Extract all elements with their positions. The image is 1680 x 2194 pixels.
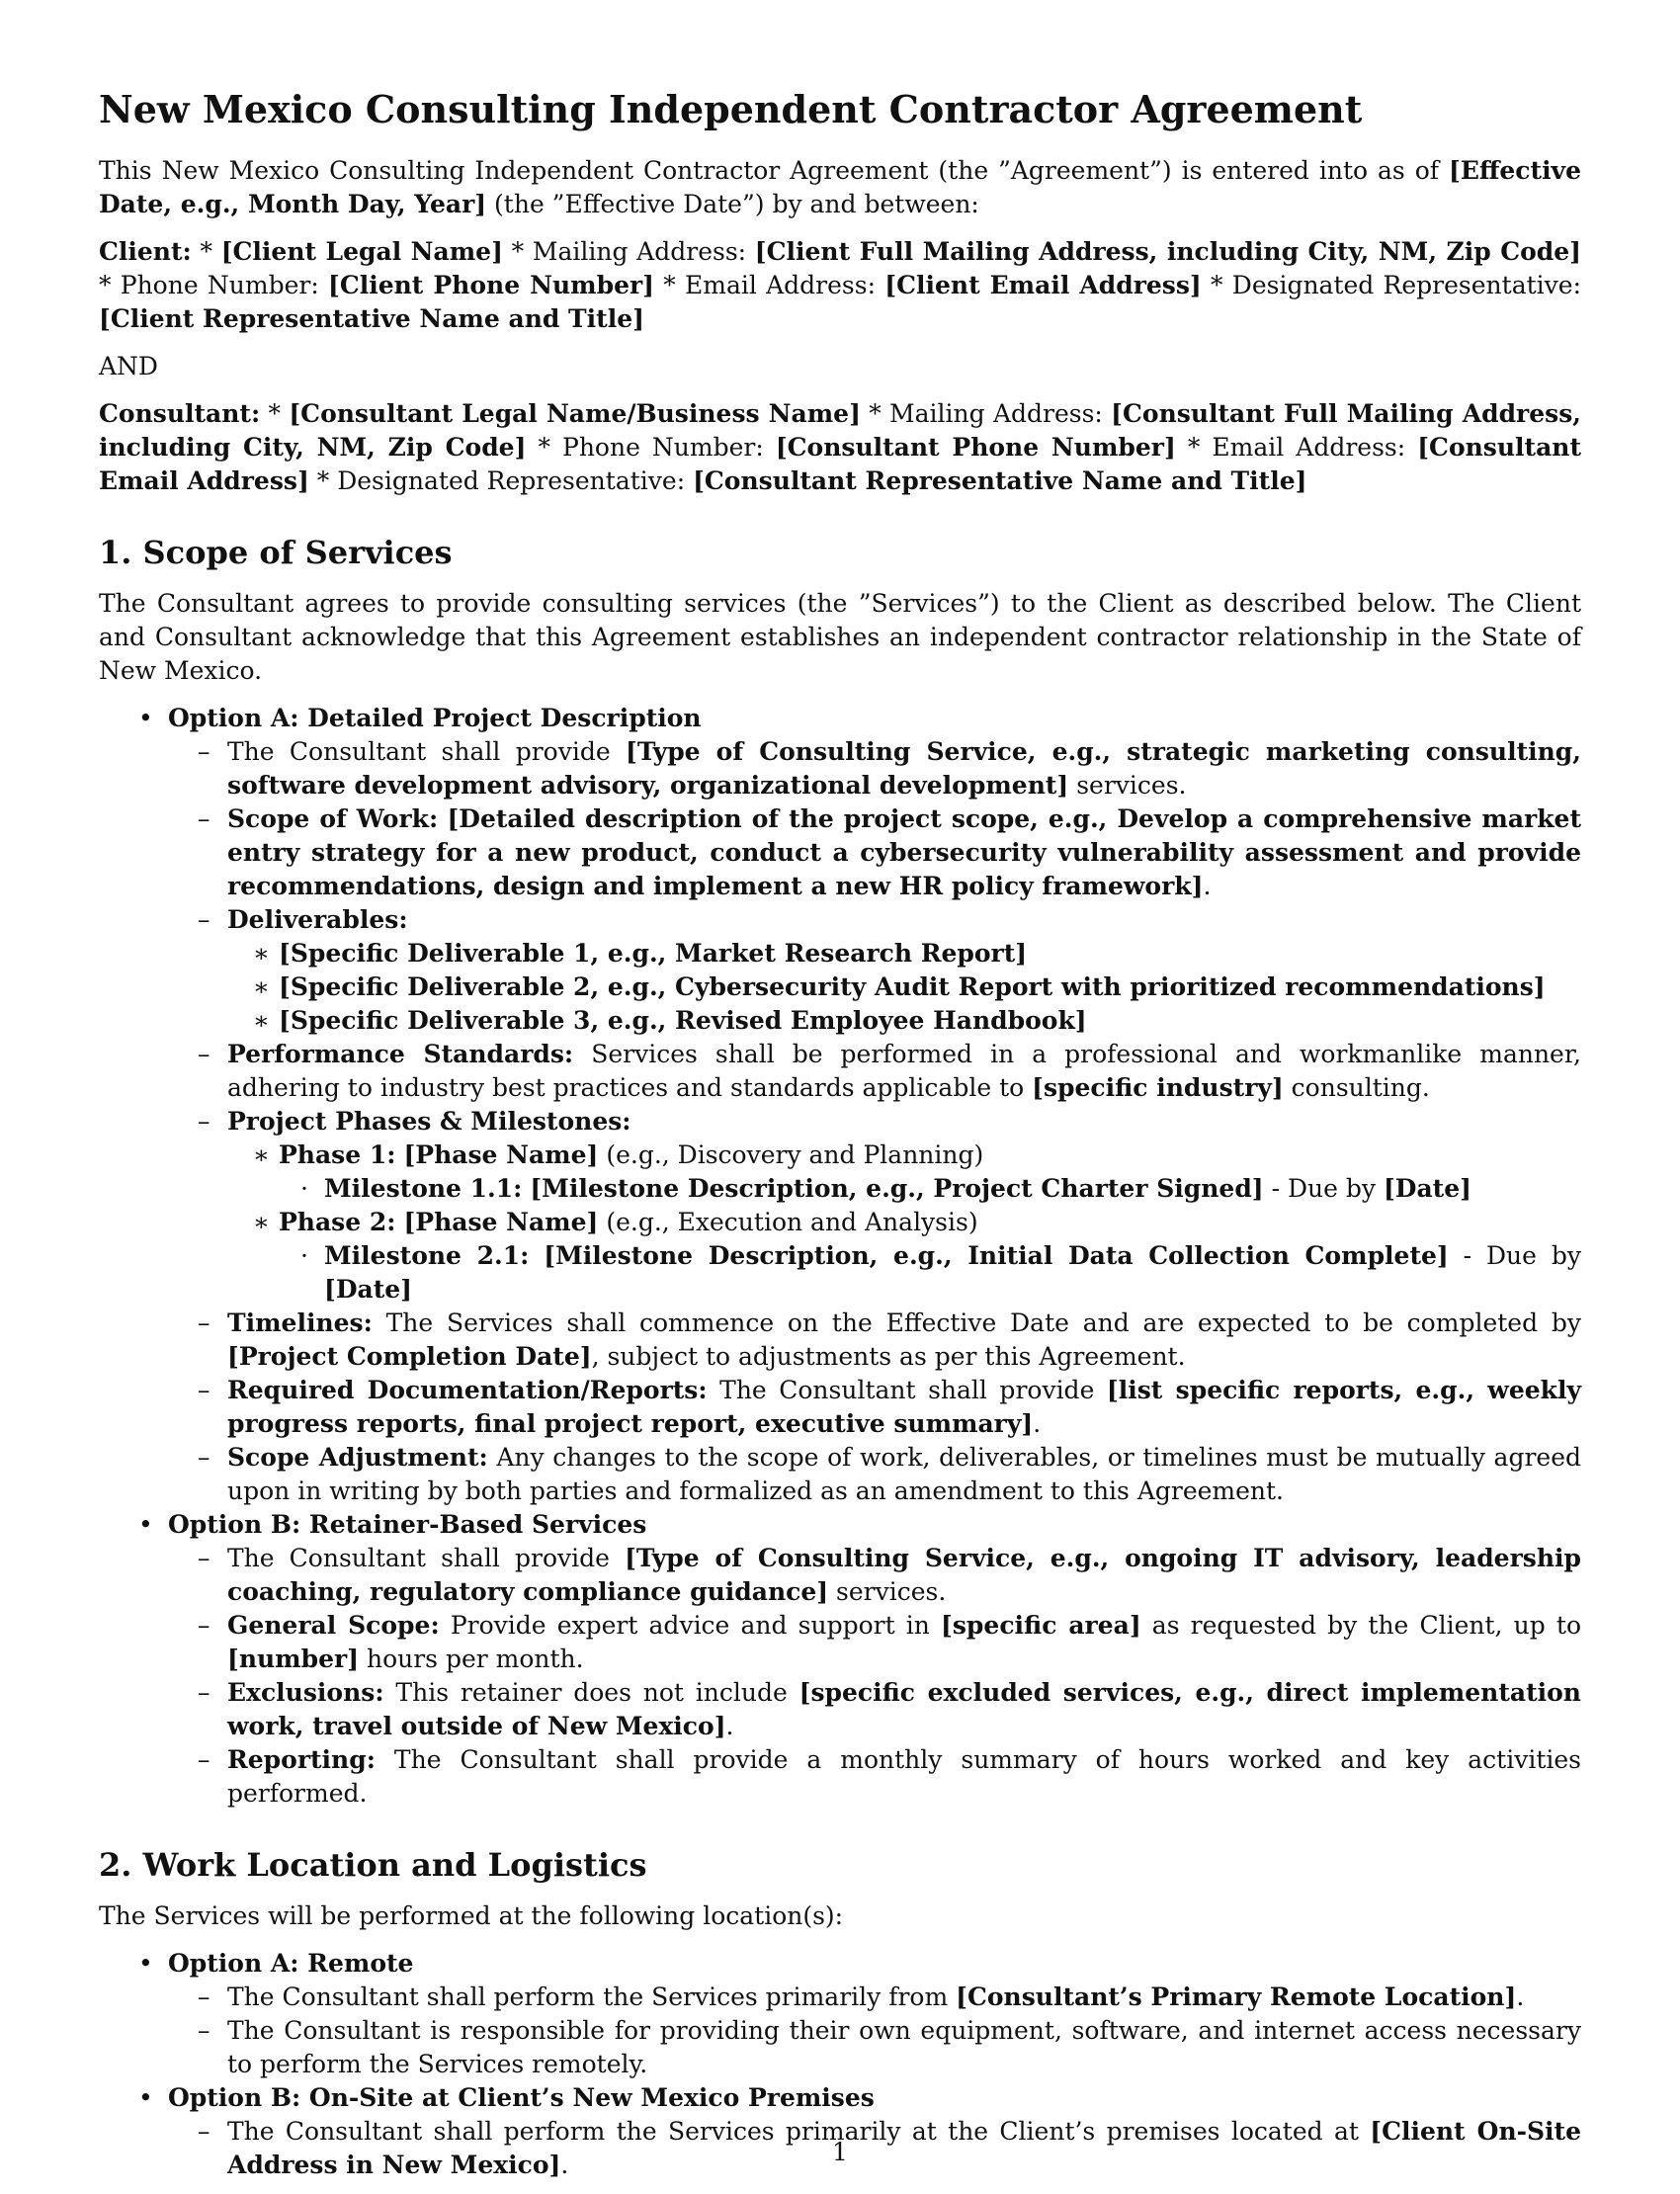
item-label: Reporting: (227, 1745, 376, 1774)
option-a-sublist (168, 1981, 1581, 2081)
option-a-sublist (168, 735, 1581, 1508)
list-item (168, 1609, 1581, 1676)
list-item (168, 2014, 1581, 2081)
deliverable-item (227, 937, 1581, 970)
scope-options-list (99, 702, 1581, 1811)
list-item (168, 1981, 1581, 2014)
field-label: * Mailing Address: (502, 237, 755, 266)
phase-label: Phase 1: (279, 1140, 396, 1169)
star-marker: ∗ (253, 1140, 270, 1169)
dash-marker: – (198, 1308, 210, 1337)
client-label: Client: (99, 237, 192, 266)
milestone-label: Milestone 1.1: (324, 1174, 523, 1203)
placeholder-text: [Milestone Description, e.g., Initial Data Collection Complete] (544, 1241, 1449, 1270)
deliverable-item (227, 970, 1581, 1004)
dash-marker: – (198, 905, 210, 934)
deliverable-item (227, 1004, 1581, 1038)
client-phone-placeholder: [Client Phone Number] (328, 271, 654, 299)
list-item (168, 1307, 1581, 1374)
milestones-list (279, 1239, 1581, 1307)
list-item (168, 1441, 1581, 1508)
placeholder-text: [specific excluded services, e.g., direct implementation work, travel outside of New Mexico] (227, 1678, 1581, 1740)
list-item (168, 735, 1581, 802)
field-label: * Designated Representative: (1201, 271, 1581, 299)
effective-date-placeholder: [Effective Date, e.g., Month Day, Year] (99, 156, 1581, 218)
dash-marker: – (198, 1107, 210, 1136)
bullet-marker: • (138, 1949, 153, 1978)
option-b-item (99, 1508, 1581, 1811)
item-text: The Consultant shall perform the Services primarily from (227, 1983, 957, 2011)
option-b-sublist (168, 1542, 1581, 1811)
dash-marker: – (198, 1745, 210, 1774)
option-b-item (99, 2081, 1581, 2182)
placeholder-text: [Consultant’s Primary Remote Location] (956, 1983, 1517, 2011)
dash-marker: – (198, 1443, 210, 1472)
placeholder-text: [Date] (1383, 1174, 1471, 1203)
section-intro-scope: The Consultant agrees to provide consulting services (the ”Services”) to the Client as described below. The Client and Consultant acknowledge that this Agreement establishes an independent contractor relationship in the State of New Mexico. (99, 589, 1581, 685)
dot-marker: · (300, 1174, 308, 1203)
item-text: as requested by the Client, up to (1140, 1611, 1581, 1640)
consultant-label: Consultant: (99, 399, 261, 428)
deliverables-list (227, 937, 1581, 1038)
milestone-label: Milestone 2.1: (324, 1241, 530, 1270)
placeholder-text: [Specific Deliverable 1, e.g., Market Research Report] (279, 939, 1028, 968)
placeholder-text: [Milestone Description, e.g., Project Charter Signed] (530, 1174, 1264, 1203)
item-text: , subject to adjustments as per this Agreement. (591, 1342, 1186, 1371)
item-text: - Due by (1263, 1174, 1384, 1203)
item-text: The Consultant is responsible for providing their own equipment, software, and internet access necessary to perform the Services remotely. (227, 2016, 1581, 2078)
dash-marker: – (198, 1611, 210, 1640)
placeholder-text: [Phase Name] (403, 1208, 599, 1236)
item-text: (e.g., Discovery and Planning) (598, 1140, 984, 1169)
item-text: . (1203, 872, 1212, 900)
placeholder-text: [number] (227, 1645, 360, 1673)
phases-list (227, 1139, 1581, 1307)
item-text: . (560, 2151, 569, 2179)
option-a-label: Option A: Remote (168, 1949, 414, 1978)
placeholder-text: [Type of Consulting Service, e.g., strategic marketing consulting, software development advisory, organizational development] (227, 737, 1581, 800)
option-a-item (99, 702, 1581, 1508)
consultant-name-placeholder: [Consultant Legal Name/Business Name] (289, 399, 861, 428)
item-text: The Consultant shall provide (707, 1376, 1107, 1404)
option-a-item (99, 1947, 1581, 2081)
placeholder-text: [Type of Consulting Service, e.g., ongoing IT advisory, leadership coaching, regulatory compliance guidance] (227, 1544, 1581, 1606)
client-name-placeholder: [Client Legal Name] (220, 237, 503, 266)
item-text: Services shall be performed in a professional and workmanlike manner, adhering to industry best practices and standards applicable to (227, 1040, 1581, 1102)
bullet-marker: • (138, 2083, 153, 2112)
placeholder-text: [Specific Deliverable 3, e.g., Revised Employee Handbook] (279, 1006, 1087, 1035)
separator: * (191, 237, 221, 266)
item-text: The Services shall commence on the Effective Date and are expected to be completed by (372, 1308, 1581, 1337)
list-item (168, 1105, 1581, 1307)
field-label: * Phone Number: (99, 271, 328, 299)
placeholder-text: [Phase Name] (403, 1140, 599, 1169)
list-item (168, 1743, 1581, 1811)
placeholder-text: [specific industry] (1032, 1073, 1284, 1102)
document-body (99, 85, 1581, 2194)
item-text: The Consultant shall provide (227, 1544, 626, 1572)
item-label: Scope of Work: (227, 804, 439, 833)
consultant-block (99, 397, 1581, 498)
field-label: * Mailing Address: (860, 399, 1112, 428)
item-text: Any changes to the scope of work, deliverables, or timelines must be mutually agreed upon in writing by both parties and formalized as an amendment to this Agreement. (227, 1443, 1581, 1505)
item-label: Deliverables: (227, 905, 408, 934)
list-item (168, 1676, 1581, 1743)
dash-marker: – (198, 2016, 210, 2045)
section-heading-scope: 1. Scope of Services (99, 534, 453, 571)
item-text: Provide expert advice and support in (439, 1611, 942, 1640)
placeholder-text: [Detailed description of the project scope, e.g., Develop a comprehensive market entry strategy for a new product, conduct a cybersecurity vulnerability assessment and provide recommendations, design and implement a new HR policy framework] (227, 804, 1582, 900)
item-text: - Due by (1448, 1241, 1581, 1270)
item-text: consulting. (1283, 1073, 1430, 1102)
item-text: This retainer does not include (383, 1678, 799, 1707)
field-label: * Designated Representative: (308, 466, 694, 495)
and-separator: AND (99, 352, 158, 380)
intro-text: (the ”Effective Date”) by and between: (486, 190, 979, 218)
milestone-item (279, 1239, 1581, 1307)
item-text: . (1033, 1409, 1042, 1438)
item-label: Performance Standards: (227, 1040, 574, 1068)
star-marker: ∗ (253, 1006, 270, 1035)
item-label: Scope Adjustment: (227, 1443, 488, 1472)
item-label: Project Phases & Milestones: (227, 1107, 631, 1136)
placeholder-text: [Project Completion Date] (227, 1342, 592, 1371)
dash-marker: – (198, 804, 210, 833)
item-text: The Consultant shall provide (227, 737, 626, 766)
milestone-item (279, 1172, 1581, 1206)
milestones-list (279, 1172, 1581, 1206)
field-label: * Email Address: (1175, 433, 1418, 462)
placeholder-text: [specific area] (941, 1611, 1141, 1640)
dash-marker: – (198, 1040, 210, 1068)
option-a-label: Option A: Detailed Project Description (168, 704, 702, 732)
consultant-email-placeholder: [Consultant Email Address] (99, 433, 1582, 495)
list-item (168, 1374, 1581, 1441)
item-label: Exclusions: (227, 1678, 384, 1707)
placeholder-text: [Date] (324, 1275, 412, 1304)
document-title: New Mexico Consulting Independent Contractor Agreement (99, 87, 1363, 131)
item-text: . (725, 1712, 734, 1740)
item-text: (e.g., Execution and Analysis) (598, 1208, 978, 1236)
client-email-placeholder: [Client Email Address] (884, 271, 1202, 299)
page-number: 1 (832, 2138, 848, 2166)
dash-marker: – (198, 1678, 210, 1707)
consultant-phone-placeholder: [Consultant Phone Number] (775, 433, 1176, 462)
dash-marker: – (198, 2117, 210, 2146)
item-text: The Consultant shall provide a monthly summary of hours worked and key activities performed. (227, 1745, 1581, 1808)
dash-marker: – (198, 737, 210, 766)
field-label: * Email Address: (653, 271, 885, 299)
phase-label: Phase 2: (279, 1208, 396, 1236)
option-b-label: Option B: Retainer-Based Services (168, 1510, 647, 1539)
star-marker: ∗ (253, 939, 270, 968)
field-label: * Phone Number: (526, 433, 776, 462)
dot-marker: · (300, 1241, 308, 1270)
dash-marker: – (198, 1376, 210, 1404)
item-label: General Scope: (227, 1611, 440, 1640)
consultant-address-placeholder: [Consultant Full Mailing Address, including City, NM, Zip Code] (99, 399, 1581, 462)
bullet-marker: • (138, 1510, 153, 1539)
item-label: Required Documentation/Reports: (227, 1376, 708, 1404)
option-b-label: Option B: On-Site at Client’s New Mexico Premises (168, 2083, 875, 2112)
dash-marker: – (198, 1544, 210, 1572)
intro-text: This New Mexico Consulting Independent Contractor Agreement (the ”Agreement”) is entered into as of (99, 156, 1449, 185)
separator: * (260, 399, 290, 428)
item-text: services. (1068, 771, 1187, 800)
dash-marker: – (198, 1983, 210, 2011)
item-text: . (1516, 1983, 1525, 2011)
placeholder-text: [Client On-Site Address in New Mexico] (227, 2117, 1582, 2179)
item-label: Timelines: (227, 1308, 373, 1337)
section-heading-location: 2. Work Location and Logistics (99, 1846, 647, 1884)
list-item (168, 1542, 1581, 1609)
client-rep-placeholder: [Client Representative Name and Title] (99, 304, 644, 333)
phase-item (227, 1139, 1581, 1206)
client-address-placeholder: [Client Full Mailing Address, including City, NM, Zip Code] (754, 237, 1581, 266)
client-block (99, 235, 1581, 336)
list-item (168, 903, 1581, 1038)
item-text: hours per month. (359, 1645, 584, 1673)
consultant-rep-placeholder: [Consultant Representative Name and Title] (693, 466, 1307, 495)
star-marker: ∗ (253, 972, 270, 1001)
phase-item (227, 1206, 1581, 1307)
list-item (168, 1038, 1581, 1105)
item-text: services. (828, 1577, 947, 1606)
bullet-marker: • (138, 704, 153, 732)
list-item (168, 802, 1581, 903)
placeholder-text: [Specific Deliverable 2, e.g., Cybersecurity Audit Report with prioritized recommendations] (279, 972, 1546, 1001)
star-marker: ∗ (253, 1208, 270, 1236)
item-text: The Consultant shall perform the Services primarily at the Client’s premises located at (227, 2117, 1371, 2146)
section-intro-location: The Services will be performed at the following location(s): (99, 1901, 844, 1930)
placeholder-text: [list specific reports, e.g., weekly progress reports, final project report, executive summary] (227, 1376, 1581, 1438)
intro-paragraph (99, 154, 1581, 221)
